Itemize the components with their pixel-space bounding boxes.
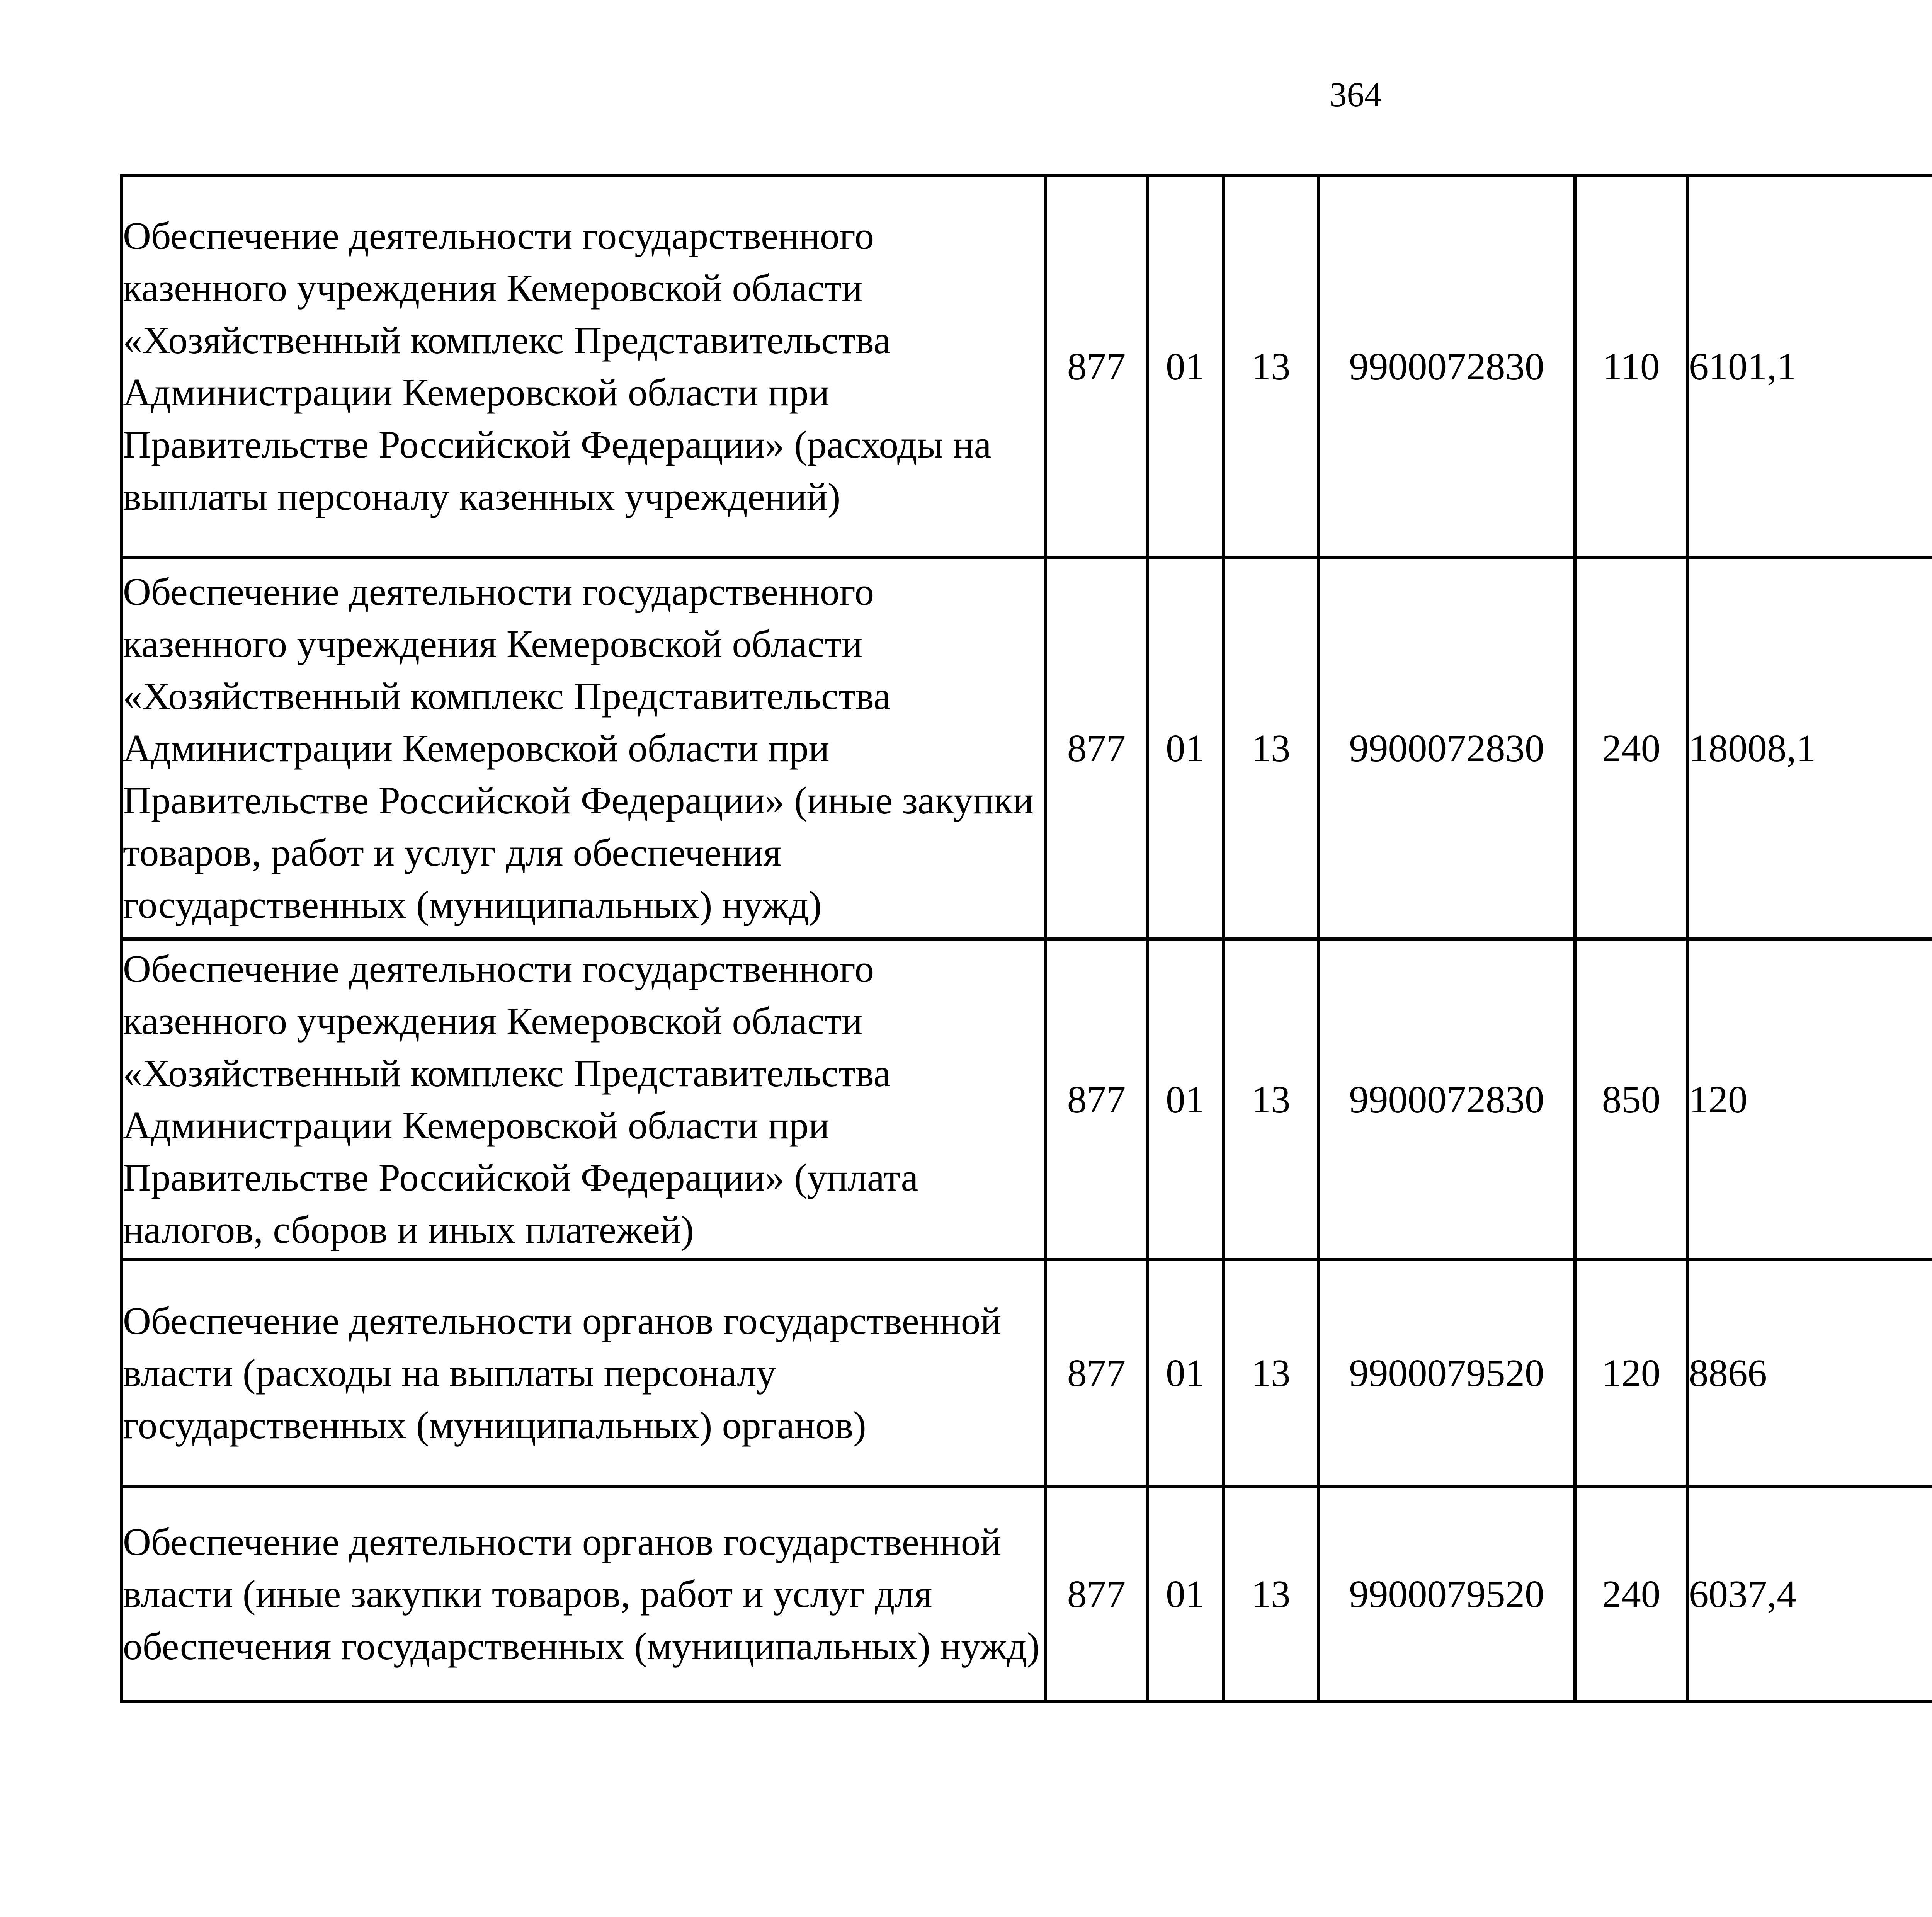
target-article-code: 9900072830 bbox=[1318, 175, 1575, 557]
expense-type-code: 110 bbox=[1575, 175, 1687, 557]
table-row bbox=[121, 939, 1932, 1260]
section-code: 01 bbox=[1147, 1486, 1223, 1702]
target-article-code: 9900072830 bbox=[1318, 939, 1575, 1260]
ministry-code: 877 bbox=[1046, 939, 1147, 1260]
section-code: 01 bbox=[1147, 1260, 1223, 1486]
table-row bbox=[121, 1260, 1932, 1486]
ministry-code: 877 bbox=[1046, 1486, 1147, 1702]
amount-1: 6101,1 bbox=[1687, 175, 1932, 557]
ministry-code: 877 bbox=[1046, 175, 1147, 557]
expense-type-code: 850 bbox=[1575, 939, 1687, 1260]
section-code: 01 bbox=[1147, 557, 1223, 939]
amount-1: 120 bbox=[1687, 939, 1932, 1260]
amount-1: 18008,1 bbox=[1687, 557, 1932, 939]
subsection-code: 13 bbox=[1223, 1486, 1318, 1702]
subsection-code: 13 bbox=[1223, 939, 1318, 1260]
section-code: 01 bbox=[1147, 939, 1223, 1260]
target-article-code: 9900072830 bbox=[1318, 557, 1575, 939]
table-row bbox=[121, 557, 1932, 939]
section-code: 01 bbox=[1147, 175, 1223, 557]
ministry-code: 877 bbox=[1046, 1260, 1147, 1486]
table-row bbox=[121, 1486, 1932, 1702]
expense-type-code: 120 bbox=[1575, 1260, 1687, 1486]
expense-type-code: 240 bbox=[1575, 557, 1687, 939]
ministry-code: 877 bbox=[1046, 557, 1147, 939]
row-description: Обеспечение деятельности органов государственной власти (расходы на выплаты персоналу государственных (муниципальных) органов) bbox=[121, 1260, 1046, 1486]
amount-1: 6037,4 bbox=[1687, 1486, 1932, 1702]
subsection-code: 13 bbox=[1223, 557, 1318, 939]
target-article-code: 9900079520 bbox=[1318, 1260, 1575, 1486]
target-article-code: 9900079520 bbox=[1318, 1486, 1575, 1702]
page-number: 364 bbox=[1329, 76, 1382, 114]
amount-1: 8866 bbox=[1687, 1260, 1932, 1486]
row-description: Обеспечение деятельности государственного казенного учреждения Кемеровской области «Хозяйственный комплекс Представительства Администрации Кемеровской области при Правительстве Российской Федерации» (иные закупки товаров, работ и услуг для обеспечения государственных (муниципальных) нужд) bbox=[121, 557, 1046, 939]
budget-table bbox=[120, 174, 1932, 1703]
expense-type-code: 240 bbox=[1575, 1486, 1687, 1702]
table-row bbox=[121, 175, 1932, 557]
row-description: Обеспечение деятельности государственного казенного учреждения Кемеровской области «Хозяйственный комплекс Представительства Администрации Кемеровской области при Правительстве Российской Федерации» (расходы на выплаты персоналу казенных учреждений) bbox=[121, 175, 1046, 557]
row-description: Обеспечение деятельности государственного казенного учреждения Кемеровской области «Хозяйственный комплекс Представительства Администрации Кемеровской области при Правительстве Российской Федерации» (уплата налогов, сборов и иных платежей) bbox=[121, 939, 1046, 1260]
subsection-code: 13 bbox=[1223, 1260, 1318, 1486]
subsection-code: 13 bbox=[1223, 175, 1318, 557]
row-description: Обеспечение деятельности органов государственной власти (иные закупки товаров, работ и услуг для обеспечения государственных (муниципальных) нужд) bbox=[121, 1486, 1046, 1702]
